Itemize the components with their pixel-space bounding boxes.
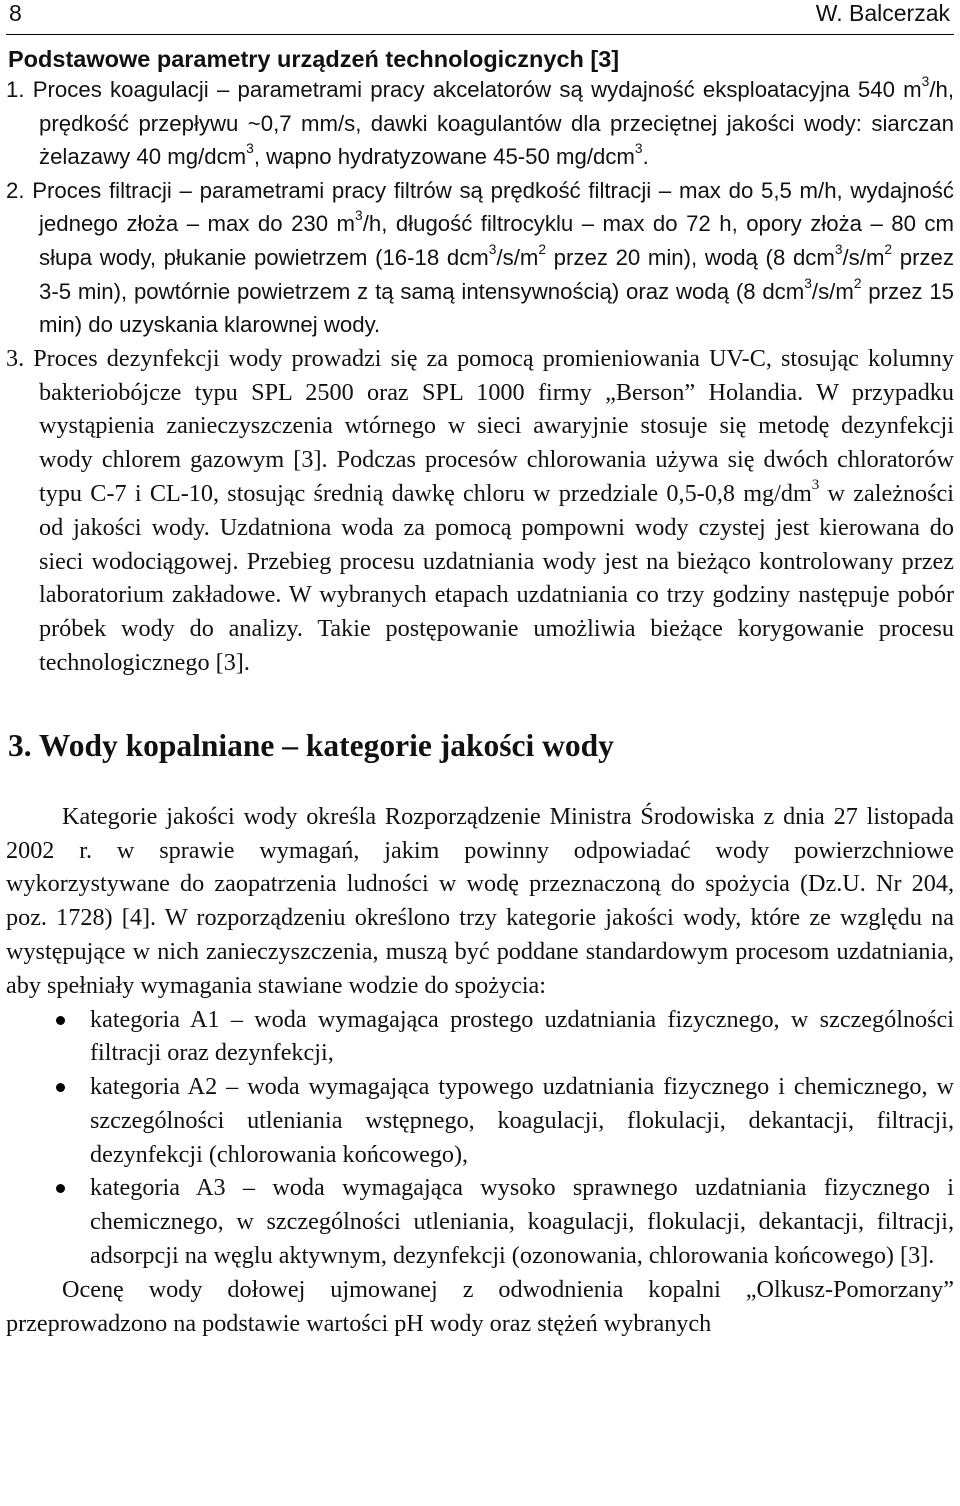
list-item-disinfection: 3. Proces dezynfekcji wody prowadzi się za pomocą promieniowania UV-C, stosując kolumny bakteriobójcze typu SPL 2500 oraz SPL 1000 firmy „Berson” Holandia. W przypadku wystąpienia zanieczyszczenia wtórnego w sieci awaryjnie stosuje się metodę dezynfekcji wody chlorem gazowym [3]. Podczas procesów chlorowania używa się dwóch chloratorów typu C-7 i CL-10, stosując średnią dawkę chloru w przedziale 0,5-0,8 $mg/dm^3$ w zależności od jakości wody. Uzdatniona woda za pomocą pompowni wody czystej jest kierowana do sieci wodociągowej. Przebieg procesu uzdatniania wody jest na bieżąco kontrolowany przez laboratorium zakładowe. W wybranych etapach uzdatniania co trzy godziny następuje pobór próbek wody do analizy. Takie postępowanie umożliwia bieżące korygowanie procesu technologicznego [3]. [6,344,954,676]
bullet-icon [56,1184,65,1193]
section-title: 3. Wody kopalniane – kategorie jakości wody [8,727,614,763]
category-list [6,1003,954,1273]
bullet-icon [56,1016,65,1025]
closing-paragraph: Ocenę wody dołowej ujmowanej z odwodnienia kopalni „Olkusz-Pomorzany” przeprowadzono na podstawie wartości pH wody oraz stężeń wybranych [6,1275,954,1337]
list-item: kategoria A1 – woda wymagająca prostego uzdatniania fizycznego, w szczególności filtracji oraz dezynfekcji, [6,1003,954,1071]
intro-paragraph: Kategorie jakości wody określa Rozporządzenie Ministra Środowiska z dnia 27 listopada 2002 r. w sprawie wymagań, jakim powinny odpowiadać wody powierzchniowe wykorzystywane do zaopatrzenia ludności w wodę przeznaczoną do spożycia (Dz.U. Nr 204, poz. 1728) [4]. W rozporządzeniu określono trzy kategorie jakości wody, które ze względu na występujące w nich zanieczyszczenia, muszą być poddane standardowym procesom uzdatniania, aby spełniały wymagania stawiane wodzie do spożycia: [6,802,954,999]
subheading: Podstawowe parametry urządzeń technologicznych [3] [8,46,620,72]
list-item-filtration: 2. Proces filtracji – parametrami pracy filtrów są prędkość filtracji – max do 5,5 m/h, wydajność jednego złoża – max do 230 $m^3/h$, długość filtrocyklu – max do 72 h, opory złoża – 80 cm słupa wody, płukanie powietrzem (16-18 $dcm^3/s/m^2$ przez 20 min), wodą (8 $dcm^3/s/m^2$ przez 3-5 min), powtórnie powietrzem z tą samą intensywnością) oraz wodą (8 $dcm^3/s/m^2$ przez 15 min) do uzyskania klarownej wody. [6,177,955,338]
page-header [6,0,954,35]
list-item-coagulation: 1. Proces koagulacji – parametrami pracy akcelatorów są wydajność eksploatacyjna 540 $m^3/h$, prędkość przepływu ~0,7 mm/s, dawki koagulantów dla przeciętnej jakości wody: siarczan żelazawy 40 mg/dcm$^3$, wapno hydratyzowane 45-50 mg/dcm$^3$. [6,74,954,170]
bullet-icon [56,1083,65,1092]
page-number: 8 [9,0,22,26]
list-item: kategoria A2 – woda wymagająca typowego uzdatniania fizycznego i chemicznego, w szczególności utleniania wstępnego, koagulacji, flokulacji, dekantacji, filtracji, dezynfekcji (chlorowania końcowego), [6,1070,954,1171]
running-author: W. Balcerzak [815,0,950,26]
list-item: kategoria A3 – woda wymagająca wysoko sprawnego uzdatniania fizycznego i chemicznego, w szczególności utleniania, koagulacji, flokulacji, dekantacji, filtracji, adsorpcji na węglu aktywnym, dezynfekcji (ozonowania, chlorowania końcowego) [3]. [6,1171,954,1272]
